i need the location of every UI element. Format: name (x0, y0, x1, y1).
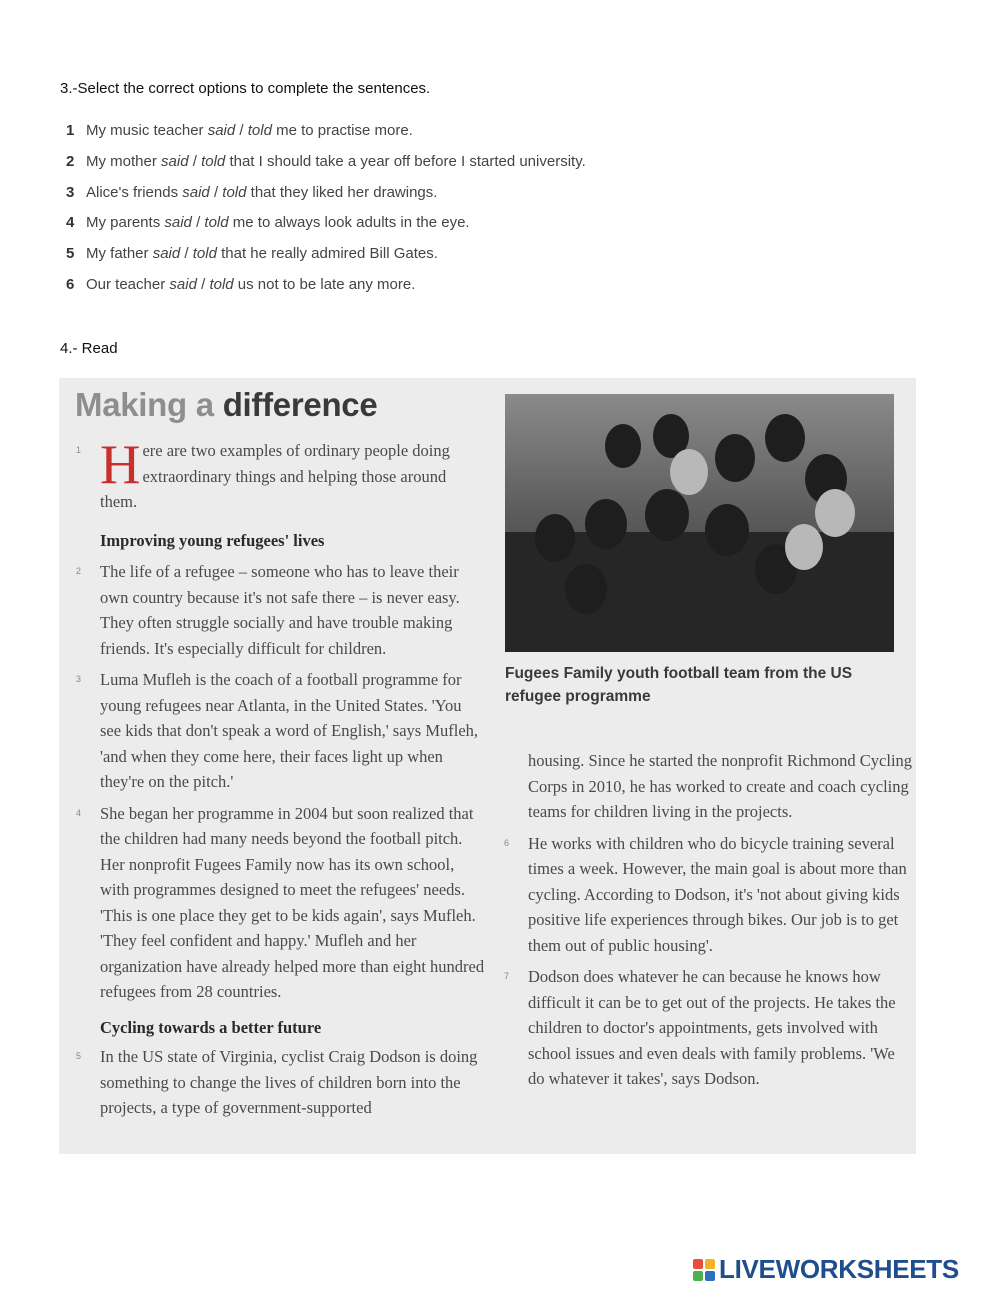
item-text: My parents said / told me to always look adults in the eye. (86, 214, 470, 232)
item-text: My father said / told that he really admired Bill Gates. (86, 245, 438, 263)
exercise-3-title: 3.-Select the correct options to complete the sentences. (60, 80, 431, 97)
exercise-3-item (66, 276, 686, 307)
exercise-4-title: 4.- Read (60, 340, 118, 357)
article-left-column (76, 434, 485, 1121)
paragraph-5-continued: housing. Since he started the nonprofit Richmond Cycling Corps in 2010, he has worked to create and coach cycling teams for children living in the projects. (528, 751, 913, 821)
option-choice[interactable]: said / told (161, 152, 226, 170)
subhead-cycling: Cycling towards a better future (100, 1017, 322, 1037)
option-choice[interactable]: said / told (182, 183, 247, 201)
photo-caption: Fugees Family youth football team from the US refugee programme (505, 665, 853, 705)
drop-cap: H (100, 434, 141, 496)
article-panel (59, 378, 916, 1154)
exercise-3-item (66, 184, 686, 215)
item-number: 3 (66, 183, 75, 201)
exercise-3-item (66, 214, 686, 245)
liveworksheets-logo: LIVEWORKSHEETS (693, 1254, 959, 1285)
subhead-refugees: Improving young refugees' lives (100, 530, 325, 550)
item-text: Alice's friends said / told that they liked her drawings. (86, 183, 438, 201)
item-number: 5 (66, 245, 75, 263)
option-choice[interactable]: said / told (207, 122, 272, 139)
paragraph-5: 5 In the US state of Virginia, cyclist Craig Dodson is doing something to change the lives of children born into the projects, a type of government-supported (76, 1047, 478, 1117)
team-photo (505, 394, 894, 652)
paragraph-3: 3 Luma Mufleh is the coach of a football programme for young refugees near Atlanta, in the United States. 'You see kids that don't speak a word of English,' says Mufleh, 'and when they come here, their faces light up when they're on the pitch.' (76, 670, 479, 791)
exercise-3-list (66, 122, 686, 307)
item-text: My mother said / told that I should take a year off before I started university. (86, 152, 586, 170)
logo-icon (693, 1259, 715, 1281)
exercise-3-item (66, 245, 686, 276)
exercise-3-item (66, 153, 686, 184)
paragraph-2: 2 The life of a refugee – someone who has to leave their own country because it's not safe there – is never easy. They often struggle socially and have trouble making friends. It's especially difficult for children. (76, 562, 460, 658)
item-text: My music teacher said / told me to practise more. (86, 122, 413, 139)
item-text: Our teacher said / told us not to be late any more. (86, 275, 416, 293)
option-choice[interactable]: said / told (169, 275, 234, 293)
exercise-3-item (66, 122, 686, 153)
paragraph-4: 4 She began her programme in 2004 but soon realized that the children had many needs beyond the football pitch. Her nonprofit Fugees Family now has its own school, with programmes designed to meet the refugees' needs. 'This is one place they get to be kids again', says Mufleh. 'They feel confident and happy.' Mufleh and her organization have already helped more than eight hundred refugees from 28 countries. (76, 803, 485, 1001)
article-title: Making a difference (75, 386, 378, 423)
item-number: 4 (66, 214, 75, 232)
paragraph-6: 6 He works with children who do bicycle training several times a week. However, the main goal is about more than cycling. According to Dodson, it's 'not about giving kids positive life experiences through bikes. Our job is to get them out of public housing'. (504, 833, 907, 955)
option-choice[interactable]: said / told (164, 214, 229, 232)
paragraph-7: 7 Dodson does whatever he can because he knows how difficult it can be to get out of the projects. He takes the children to doctor's appointments, gets involved with school issues and even deals with family problems. 'We do whatever it takes', says Dodson. (504, 967, 896, 1088)
article-right-column (504, 748, 913, 1092)
item-number: 6 (66, 275, 75, 293)
item-number: 2 (66, 152, 75, 170)
paragraph-1: 1 H ere are two examples of ordinary people doing extraordinary things and helping those around them. (76, 434, 450, 511)
item-number: 1 (66, 122, 75, 139)
option-choice[interactable]: said / told (152, 245, 217, 263)
